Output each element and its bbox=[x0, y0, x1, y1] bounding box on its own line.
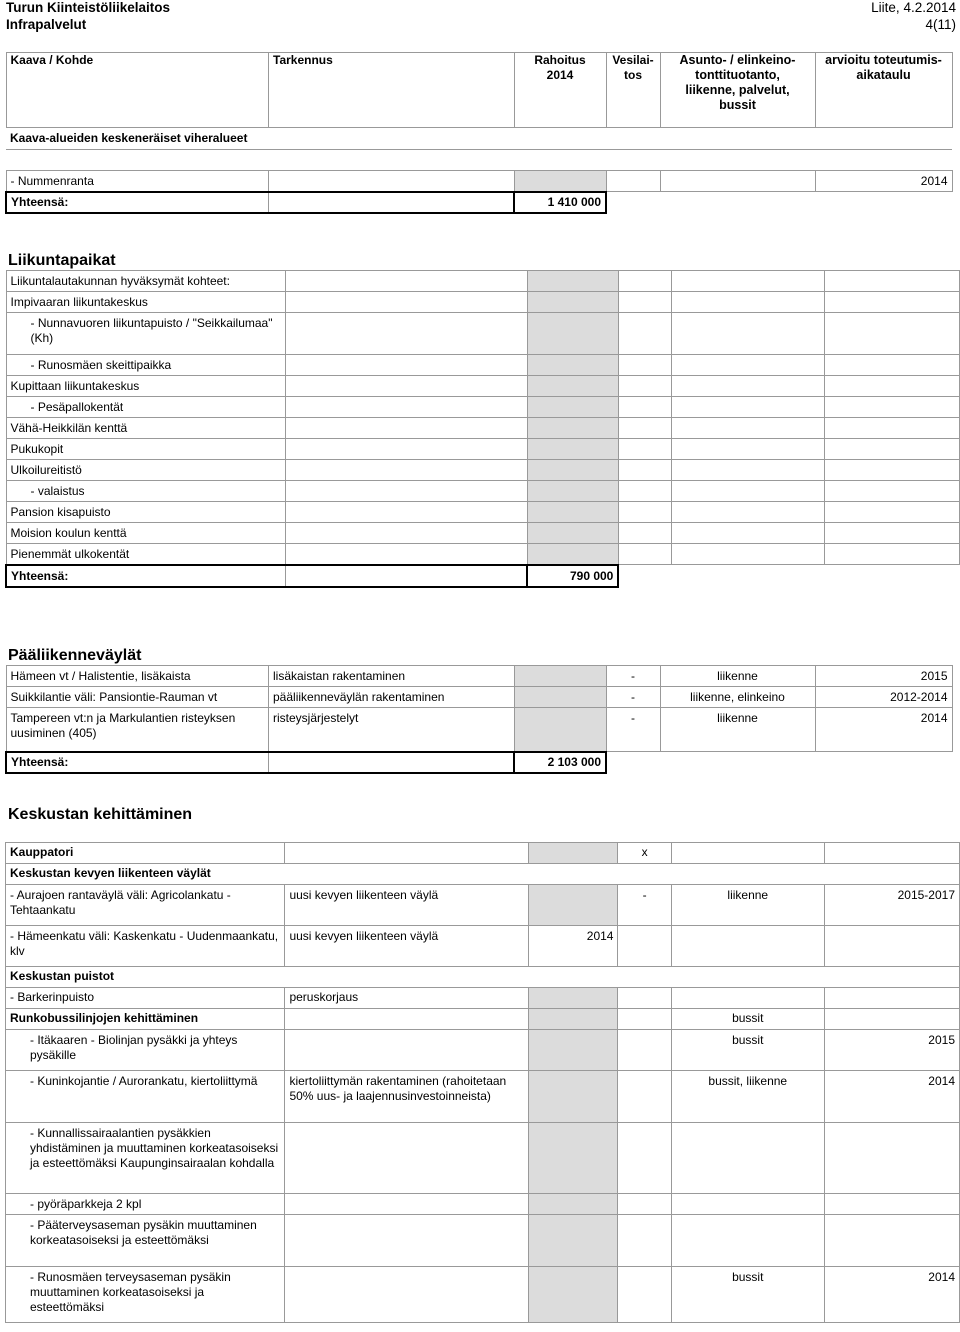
liikunta-row bbox=[6, 355, 960, 376]
kevyt-vesi: - bbox=[618, 885, 671, 926]
runko-aika: 2014 bbox=[824, 1071, 959, 1123]
col-rahoitus: Rahoitus 2014 bbox=[514, 53, 606, 128]
runko-row bbox=[6, 1123, 960, 1194]
paaliikenne-title: Pääliikenneväylät bbox=[8, 647, 142, 664]
liikunta-row bbox=[6, 502, 960, 523]
kevyt-kohde: - Aurajoen rantaväylä väli: Agricolankatu - Tehtaankatu bbox=[6, 885, 285, 926]
kevyt-aika bbox=[824, 926, 959, 967]
liikunta-item-label: - Nunnavuoren liikuntapuisto / "Seikkailumaa" (Kh) bbox=[30, 316, 273, 345]
col-tarkennus: Tarkennus bbox=[269, 53, 515, 128]
liikunta-item bbox=[6, 313, 285, 355]
paa-vesi: - bbox=[606, 708, 660, 752]
liikunta-item bbox=[6, 481, 285, 502]
paa-vesi: - bbox=[606, 666, 660, 687]
viher-row-name: - Nummenranta bbox=[6, 171, 269, 192]
runko-aika: 2014 bbox=[824, 1267, 959, 1323]
liikunta-row bbox=[6, 397, 960, 418]
runko-kohde: - pyöräparkkeja 2 kpl bbox=[6, 1194, 285, 1215]
liikunta-item bbox=[6, 460, 285, 481]
department-name: Infrapalvelut bbox=[6, 17, 87, 32]
kevyt-row bbox=[6, 926, 960, 967]
runko-tyyppi: bussit, liikenne bbox=[671, 1071, 824, 1123]
runko-kohde: - Kunnallissairaalantien pysäkkien yhdistäminen ja muuttaminen korkeatasoiseksi ja esteettömäksi Kaupunginsairaalan kohdalla bbox=[6, 1123, 285, 1194]
paa-aika: 2015 bbox=[815, 666, 952, 687]
runko-tyyppi bbox=[671, 1123, 824, 1194]
paa-tarkennus: lisäkaistan rakentaminen bbox=[269, 666, 515, 687]
liikunta-item-label: - Pesäpallokentät bbox=[30, 400, 124, 414]
col-aikataulu: arvioitu toteutumis- aikataulu bbox=[815, 53, 952, 128]
paa-row bbox=[6, 708, 952, 752]
runko-type: bussit bbox=[671, 1009, 824, 1030]
paa-tarkennus: pääliikenneväylän rakentaminen bbox=[269, 687, 515, 708]
liikunta-row bbox=[6, 271, 960, 292]
runko-row bbox=[6, 1071, 960, 1123]
liikunta-item bbox=[6, 271, 285, 292]
runko-row bbox=[6, 1030, 960, 1071]
runko-row bbox=[6, 1267, 960, 1323]
paa-row bbox=[6, 666, 952, 687]
liikunta-row bbox=[6, 544, 960, 565]
liikunta-item-label: Impivaaran liikuntakeskus bbox=[10, 295, 148, 309]
keskusta-title: Keskustan kehittäminen bbox=[8, 806, 193, 823]
kevyt-rahoitus bbox=[528, 885, 618, 926]
paa-aika: 2012-2014 bbox=[815, 687, 952, 708]
runko-aika bbox=[824, 1123, 959, 1194]
liikunta-item-label: Ulkoilureitistö bbox=[10, 463, 82, 477]
liikunta-item bbox=[6, 439, 285, 460]
runko-aika bbox=[824, 1215, 959, 1267]
paa-kohde: Hämeen vt / Halistentie, lisäkaista bbox=[6, 666, 269, 687]
kevyt-kohde: - Hämeenkatu väli: Kaskenkatu - Uudenmaankatu, klv bbox=[6, 926, 285, 967]
col-vesilaitos: Vesilai- tos bbox=[606, 53, 660, 128]
liikunta-item bbox=[6, 376, 285, 397]
paa-tyyppi: liikenne bbox=[660, 708, 815, 752]
liikunta-item-label: - valaistus bbox=[30, 484, 85, 498]
liikunta-item-label: Pansion kisapuisto bbox=[10, 505, 111, 519]
paa-total-value: 2 103 000 bbox=[514, 752, 606, 773]
liikunta-item-label: Liikuntalautakunnan hyväksymät kohteet: bbox=[10, 274, 230, 288]
paaliikenne-table bbox=[5, 665, 953, 774]
kevyt-aika: 2015-2017 bbox=[824, 885, 959, 926]
runko-aika bbox=[824, 1194, 959, 1215]
runko-kohde: - Itäkaaren - Biolinjan pysäkki ja yhteys pysäkille bbox=[6, 1030, 285, 1071]
appendix-label: Liite, 4.2.2014 bbox=[871, 0, 956, 15]
runko-tyyppi: bussit bbox=[671, 1030, 824, 1071]
paa-tyyppi: liikenne bbox=[660, 666, 815, 687]
viher-row-year: 2014 bbox=[815, 171, 952, 192]
kevyt-tarkennus: uusi kevyen liikenteen väylä bbox=[285, 926, 528, 967]
paa-kohde: Suikkilantie väli: Pansiontie-Rauman vt bbox=[6, 687, 269, 708]
runko-tarkennus bbox=[285, 1123, 528, 1194]
kauppatori-label: Kauppatori bbox=[6, 843, 285, 864]
viher-total-value: 1 410 000 bbox=[514, 192, 606, 213]
liikunta-item-label: - Runosmäen skeittipaikka bbox=[30, 358, 172, 372]
paa-total-label: Yhteensä: bbox=[6, 752, 269, 773]
liikunta-row bbox=[6, 523, 960, 544]
runko-kohde: - Kuninkojantie / Aurorankatu, kiertoliittymä bbox=[6, 1071, 285, 1123]
barker-label: - Barkerinpuisto bbox=[6, 988, 285, 1009]
liikunta-item bbox=[6, 418, 285, 439]
runko-kohde: - Runosmäen terveysaseman pysäkin muuttaminen korkeatasoiseksi ja esteettömäksi bbox=[6, 1267, 285, 1323]
liikunta-table bbox=[5, 270, 960, 588]
kevyt-tarkennus: uusi kevyen liikenteen väylä bbox=[285, 885, 528, 926]
liikunta-item bbox=[6, 397, 285, 418]
liikunta-item bbox=[6, 523, 285, 544]
liikunta-item-label: Pukukopit bbox=[10, 442, 64, 456]
kevyt-row bbox=[6, 885, 960, 926]
runko-tyyppi bbox=[671, 1215, 824, 1267]
viher-total-label: Yhteensä: bbox=[6, 192, 269, 213]
kevyt-tyyppi bbox=[671, 926, 824, 967]
runko-tarkennus bbox=[285, 1267, 528, 1323]
liikunta-item-label: Pienemmät ulkokentät bbox=[10, 547, 130, 561]
liikunta-row bbox=[6, 418, 960, 439]
kevyt-vesi bbox=[618, 926, 671, 967]
liikunta-row bbox=[6, 292, 960, 313]
runko-title: Runkobussilinjojen kehittäminen bbox=[6, 1009, 285, 1030]
liikunta-item-label: Vähä-Heikkilän kenttä bbox=[10, 421, 128, 435]
col-kaava: Kaava / Kohde bbox=[6, 53, 269, 128]
paa-aika: 2014 bbox=[815, 708, 952, 752]
liikunta-row bbox=[6, 376, 960, 397]
liikunta-item bbox=[6, 292, 285, 313]
runko-tarkennus: kiertoliittymän rakentaminen (rahoitetaan 50% uus- ja laajennusinvestoinneista) bbox=[285, 1071, 528, 1123]
liikunta-total-value: 790 000 bbox=[527, 565, 618, 587]
liikunta-item-label: Kupittaan liikuntakeskus bbox=[10, 379, 140, 393]
liikunta-item bbox=[6, 502, 285, 523]
puistot-title: Keskustan puistot bbox=[6, 967, 960, 988]
keskusta-table bbox=[5, 842, 960, 1323]
kauppatori-x: x bbox=[618, 843, 671, 864]
paa-tyyppi: liikenne, elinkeino bbox=[660, 687, 815, 708]
runko-aika: 2015 bbox=[824, 1030, 959, 1071]
kevyt-tyyppi: liikenne bbox=[671, 885, 824, 926]
liikunta-item-label: Moision koulun kenttä bbox=[10, 526, 127, 540]
liikunta-item bbox=[6, 355, 285, 376]
paa-tarkennus: risteysjärjestelyt bbox=[269, 708, 515, 752]
liikunta-row bbox=[6, 481, 960, 502]
runko-kohde: - Pääterveysaseman pysäkin muuttaminen korkeatasoiseksi ja esteettömäksi bbox=[6, 1215, 285, 1267]
paa-row bbox=[6, 687, 952, 708]
liikunta-title: Liikuntapaikat bbox=[8, 252, 116, 269]
runko-tarkennus bbox=[285, 1194, 528, 1215]
liikunta-total-label: Yhteensä: bbox=[6, 565, 285, 587]
liikunta-row bbox=[6, 439, 960, 460]
liikunta-row bbox=[6, 313, 960, 355]
paa-vesi: - bbox=[606, 687, 660, 708]
barker-tarkennus: peruskorjaus bbox=[285, 988, 528, 1009]
runko-tarkennus bbox=[285, 1215, 528, 1267]
paa-kohde: Tampereen vt:n ja Markulantien risteyksen uusiminen (405) bbox=[6, 708, 269, 752]
page-number: 4(11) bbox=[925, 17, 956, 32]
runko-row bbox=[6, 1194, 960, 1215]
runko-tarkennus bbox=[285, 1030, 528, 1071]
runko-tyyppi bbox=[671, 1194, 824, 1215]
kevyt-rahoitus: 2014 bbox=[528, 926, 618, 967]
liikunta-item bbox=[6, 544, 285, 565]
runko-row bbox=[6, 1215, 960, 1267]
col-asunto: Asunto- / elinkeino- tonttituotanto, liikenne, palvelut, bussit bbox=[660, 53, 815, 128]
kevyt-title: Keskustan kevyen liikenteen väylät bbox=[6, 864, 960, 885]
viheralueet-title: Kaava-alueiden keskeneräiset viheralueet bbox=[10, 131, 248, 145]
liikunta-row bbox=[6, 460, 960, 481]
org-name: Turun Kiinteistöliikelaitos bbox=[6, 0, 171, 15]
runko-tyyppi: bussit bbox=[671, 1267, 824, 1323]
viheralueet-table bbox=[5, 52, 953, 214]
